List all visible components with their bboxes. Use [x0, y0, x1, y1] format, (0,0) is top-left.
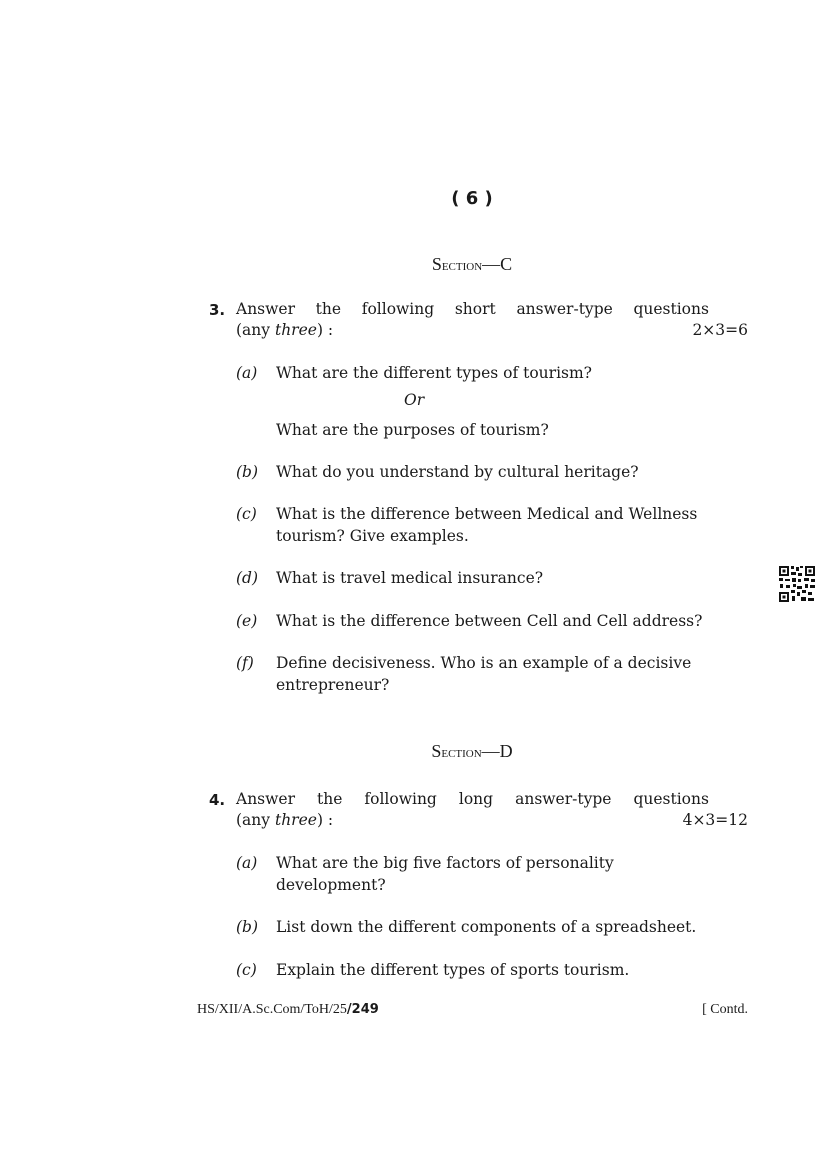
q4-c-label: (c) — [236, 961, 257, 979]
q3-b-text: What do you understand by cultural heritage? — [276, 463, 639, 481]
q3-c-label: (c) — [236, 505, 257, 523]
q4-b-text: List down the different components of a spreadsheet. — [276, 918, 697, 936]
q3-a-text: What are the different types of tourism? — [276, 364, 592, 382]
q4-c-text: Explain the different types of sports tourism. — [276, 961, 630, 979]
q3-f-text: Define decisiveness. Who is an example of a decisive entrepreneur? — [276, 654, 692, 694]
page-number: ( 6 ) — [451, 188, 493, 209]
qr-code-icon — [778, 565, 816, 603]
question-3-number: 3. — [209, 301, 226, 319]
q3-d-label: (d) — [236, 569, 259, 587]
question-4-instruction: Answer the following long answer-type questions — [236, 790, 709, 808]
q3-c-text: What is the difference between Medical and Wellness tourism? Give examples. — [276, 505, 698, 545]
section-d-title: Section—D — [431, 741, 513, 761]
question-4-number: 4. — [209, 791, 226, 809]
question-3-marks-line: (any three) : 2×3=6 — [236, 321, 748, 339]
q3-a-label: (a) — [236, 364, 258, 382]
question-4-marks-line: (any three) : 4×3=12 — [236, 811, 748, 829]
question-3-instruction: Answer the following short answer-type questions — [236, 300, 709, 318]
section-c-title: Section—C — [431, 254, 513, 274]
question-4-marks: 4×3=12 — [682, 811, 748, 829]
q4-a-label: (a) — [236, 854, 258, 872]
q3-a-or: Or — [404, 391, 425, 409]
q3-f-label: (f) — [236, 654, 254, 672]
q3-e-label: (e) — [236, 612, 258, 630]
q3-e-text: What is the difference between Cell and Cell address? — [276, 612, 703, 630]
continued-marker: [ Contd. — [702, 1002, 748, 1017]
q4-a-text: What are the big five factors of personality development? — [276, 854, 614, 894]
q4-b-label: (b) — [236, 918, 259, 936]
paper-code: HS/XII/A.Sc.Com/ToH/25/249 — [197, 1002, 379, 1017]
q3-d-text: What is travel medical insurance? — [276, 569, 544, 587]
q3-a-alt-text: What are the purposes of tourism? — [276, 421, 549, 439]
q3-b-label: (b) — [236, 463, 259, 481]
question-3-marks: 2×3=6 — [692, 321, 748, 339]
